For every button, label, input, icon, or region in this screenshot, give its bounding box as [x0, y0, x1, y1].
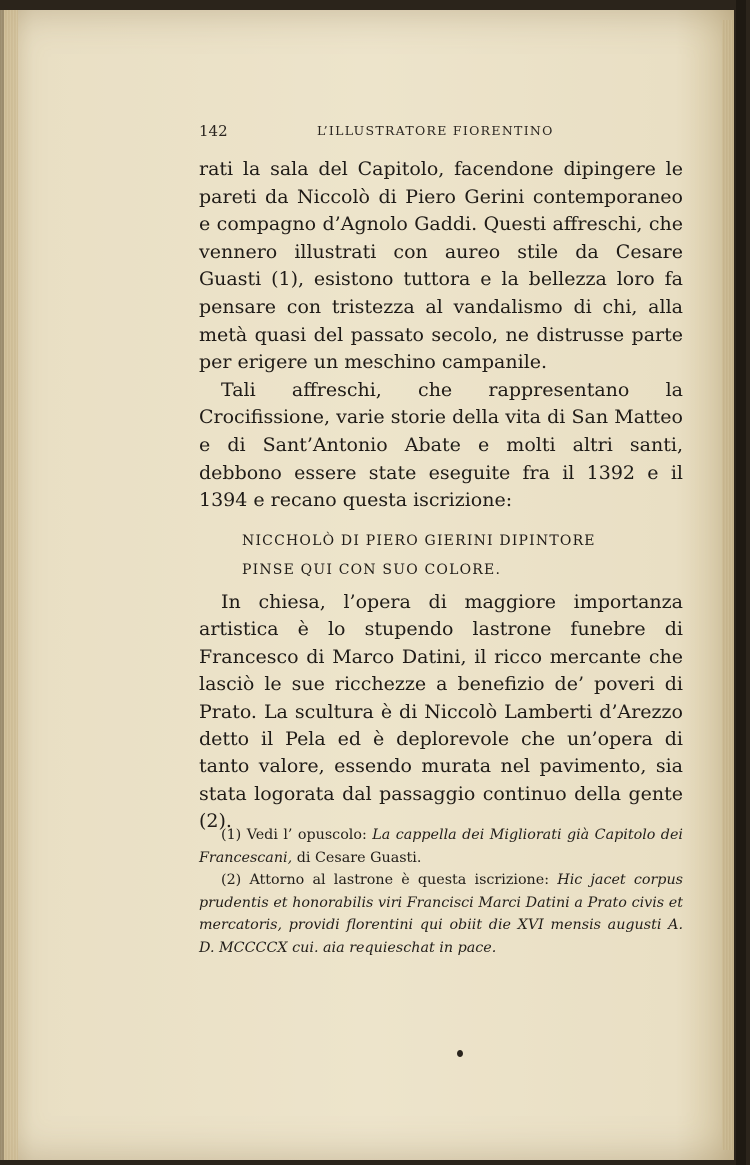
footnotes [199, 824, 683, 960]
body-text-bottom [199, 589, 683, 836]
footnote-1 [199, 824, 683, 869]
ink-speck [457, 1050, 463, 1057]
running-header [199, 122, 679, 144]
left-page-edges [0, 10, 18, 1160]
inscription-block [242, 527, 662, 585]
page-number: 142 [199, 122, 228, 140]
footnote-2-inscription: Hic jacet corpus prudentis et honorabilis viri Francisci Marci Datini a Prato civis et mercatoris, providi florentini qui obiit die XVI mensis augusti A. D. MCCCCX cui. aia requieschat in pace. [199, 872, 684, 956]
inscription-line-2: PINSE QUI CON SUO COLORE. [242, 562, 502, 578]
footnote-1-suffix: di Cesare Guasti. [296, 849, 422, 866]
footnote-1-title: La cappella dei Migliorati già Capitolo dei Francescani, [199, 827, 683, 866]
paragraph-2: Tali affreschi, che rappresentano la Crocifissione, varie storie della vita di San Matteo e di Sant’Antonio Abate e molti altri santi, debbono essere state eseguite fra il 1392 e il 1394 e recano questa iscrizione: [199, 378, 683, 512]
scan-border [736, 0, 746, 1165]
running-title: L’ILLUSTRATORE FIORENTINO [317, 123, 554, 138]
paragraph-3: In chiesa, l’opera di maggiore importanza artistica è lo stupendo lastrone funebre di Francesco di Marco Datini, il ricco mercante che lasciò le sue ricchezze a benefizio de’ poveri di Prato. La scultura è di Niccolò Lamberti d’Arezzo detto il Pela ed è deplorevole che un’opera di tanto valore, essendo murata nel pavimento, sia stata logorata dal passaggio continuo della gente (2). [199, 591, 683, 833]
footnote-2 [199, 869, 683, 959]
right-page-edges [722, 20, 734, 1150]
footnote-1-prefix: (1) Vedi l’ opuscolo: [221, 827, 367, 843]
inscription-line-1: NICCHOLÒ DI PIERO GIERINI DIPINTORE [242, 533, 596, 549]
body-text-top [199, 156, 683, 515]
paragraph-1: rati la sala del Capitolo, facendone dipingere le pareti da Niccolò di Piero Gerini contemporaneo e compagno d’Agnolo Gaddi. Questi affreschi, che vennero illustrati con aureo stile da Cesare Guasti (1), esistono tuttora e la bellezza loro fa pensare con tristezza al vandalismo di chi, alla metà quasi del passato secolo, ne distrusse parte per erigere un meschino campanile. [199, 158, 683, 374]
footnote-2-prefix: (2) Attorno al lastrone è questa iscrizione: [221, 872, 550, 889]
